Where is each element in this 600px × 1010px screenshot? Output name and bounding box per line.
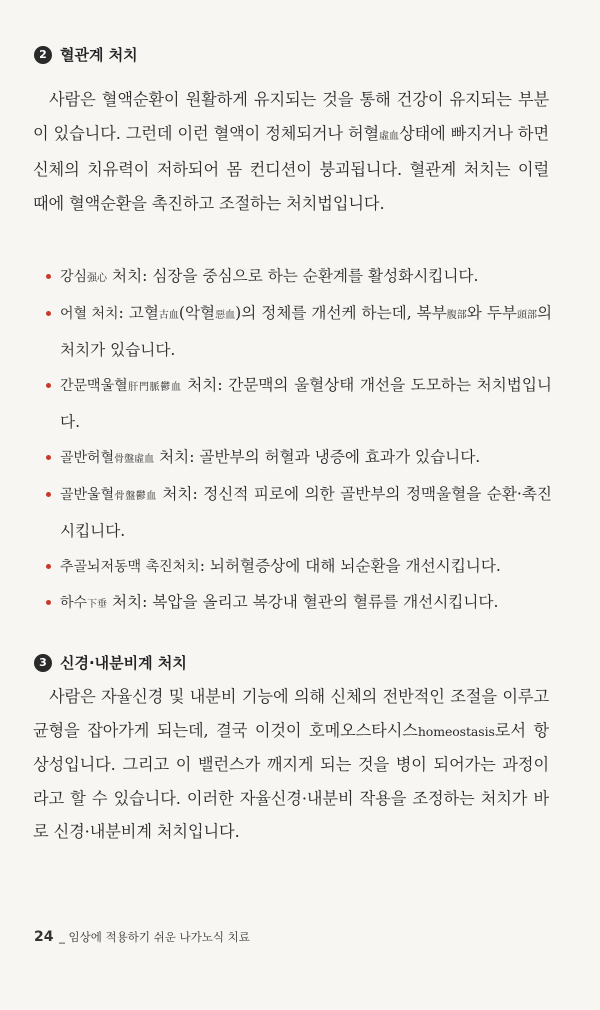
hanja-annotation: 下垂 — [87, 599, 108, 610]
hanja-annotation: 强心 — [87, 273, 108, 284]
hanja-annotation: 頭部 — [516, 310, 537, 321]
section-title: 신경·내분비계 처치 — [60, 654, 187, 672]
list-item — [46, 440, 552, 477]
hanja-annotation: 骨盤鬱血 — [114, 491, 157, 502]
neuroendocrine-paragraph — [33, 680, 549, 849]
treatment-description: 처치: 골반부의 허혈과 냉증에 효과가 있습니다. — [154, 448, 481, 466]
latin-term: homeostasis — [417, 723, 495, 739]
hanja-annotation: 腹部 — [446, 310, 467, 321]
list-item — [46, 368, 552, 440]
treatment-description: 처치: 정신적 피로에 의한 골반부의 정맥울혈을 순환·촉진시킵니다. — [60, 485, 552, 540]
treatment-term: 강심 — [60, 269, 88, 285]
hanja-annotation: 虛血 — [379, 130, 400, 142]
paragraph-text: 상태에 빠지거나 하면 신체의 치유력이 저하되어 몸 컨디션이 붕괴됩니다. 혈관계 처치는 이럴 때에 혈액순환을 촉진하고 조절하는 처치법입니다. — [33, 123, 549, 213]
hanja-annotation: 肝門脈鬱血 — [127, 382, 182, 393]
footer-separator: _ — [59, 930, 65, 944]
treatment-description: )의 정체를 개선케 하는데, 복부 — [235, 304, 447, 322]
page-number: 24 — [34, 929, 54, 945]
list-item — [46, 549, 552, 585]
treatment-description: 처치: 간문맥의 울혈상태 개선을 도모하는 처치법입니다. — [60, 376, 552, 431]
list-item — [46, 585, 552, 622]
section-heading-vascular — [34, 44, 138, 65]
paragraph-text: 사람은 자율신경 및 내분비 기능에 의해 신체의 전반적인 조절을 이루고 균형을 잡아가게 되는데, 결국 이것이 호메오스타시스 — [33, 687, 549, 740]
page-footer — [34, 929, 250, 945]
treatment-description: 와 두부 — [466, 304, 517, 322]
treatment-description: : 고혈 — [118, 304, 159, 322]
treatment-description: 처치: 심장을 중심으로 하는 순환계를 활성화시킵니다. — [107, 267, 479, 285]
treatment-description: : 뇌허혈증상에 대해 뇌순환을 개선시킵니다. — [199, 557, 501, 575]
treatment-term: 골반울혈 — [60, 487, 115, 503]
treatment-description: 의 처치가 있습니다. — [60, 304, 553, 359]
paragraph-text: 사람은 혈액순환이 원활하게 유지되는 것을 통해 건강이 유지되는 부분이 있습니다. 그런데 이런 혈액이 정체되거나 허혈 — [33, 90, 549, 143]
vascular-treatment-list — [46, 259, 552, 622]
section-number-badge: 2 — [34, 46, 52, 64]
vascular-paragraph — [33, 83, 549, 220]
paragraph-text: 로서 항상성입니다. 그리고 이 밸런스가 깨지게 되는 것을 병이 되어가는 과정이라고 할 수 있습니다. 이러한 자율신경·내분비 작용을 조정하는 처치가 바로 신경·내분비계 처치입니다. — [33, 720, 549, 841]
treatment-term: 추골뇌저동맥 촉진처치 — [60, 559, 200, 575]
treatment-term: 간문맥울혈 — [60, 378, 128, 394]
section-heading-neuroendocrine — [34, 652, 187, 673]
hanja-annotation: 古血 — [158, 310, 179, 321]
treatment-description: (악혈 — [178, 304, 216, 322]
running-title: 임상에 적용하기 쉬운 나가노식 치료 — [68, 930, 250, 944]
treatment-term: 골반허혈 — [60, 450, 115, 466]
treatment-term: 하수 — [60, 595, 88, 611]
treatment-term: 어혈 처치 — [60, 306, 119, 322]
hanja-annotation: 骨盤虛血 — [114, 454, 155, 465]
section-title: 혈관계 처치 — [60, 46, 138, 64]
list-item — [46, 259, 552, 296]
list-item — [46, 477, 552, 549]
treatment-description: 처치: 복압을 올리고 복강내 혈관의 혈류를 개선시킵니다. — [107, 593, 499, 611]
section-number-badge: 3 — [34, 654, 52, 672]
hanja-annotation: 惡血 — [215, 310, 236, 321]
list-item — [46, 296, 552, 368]
